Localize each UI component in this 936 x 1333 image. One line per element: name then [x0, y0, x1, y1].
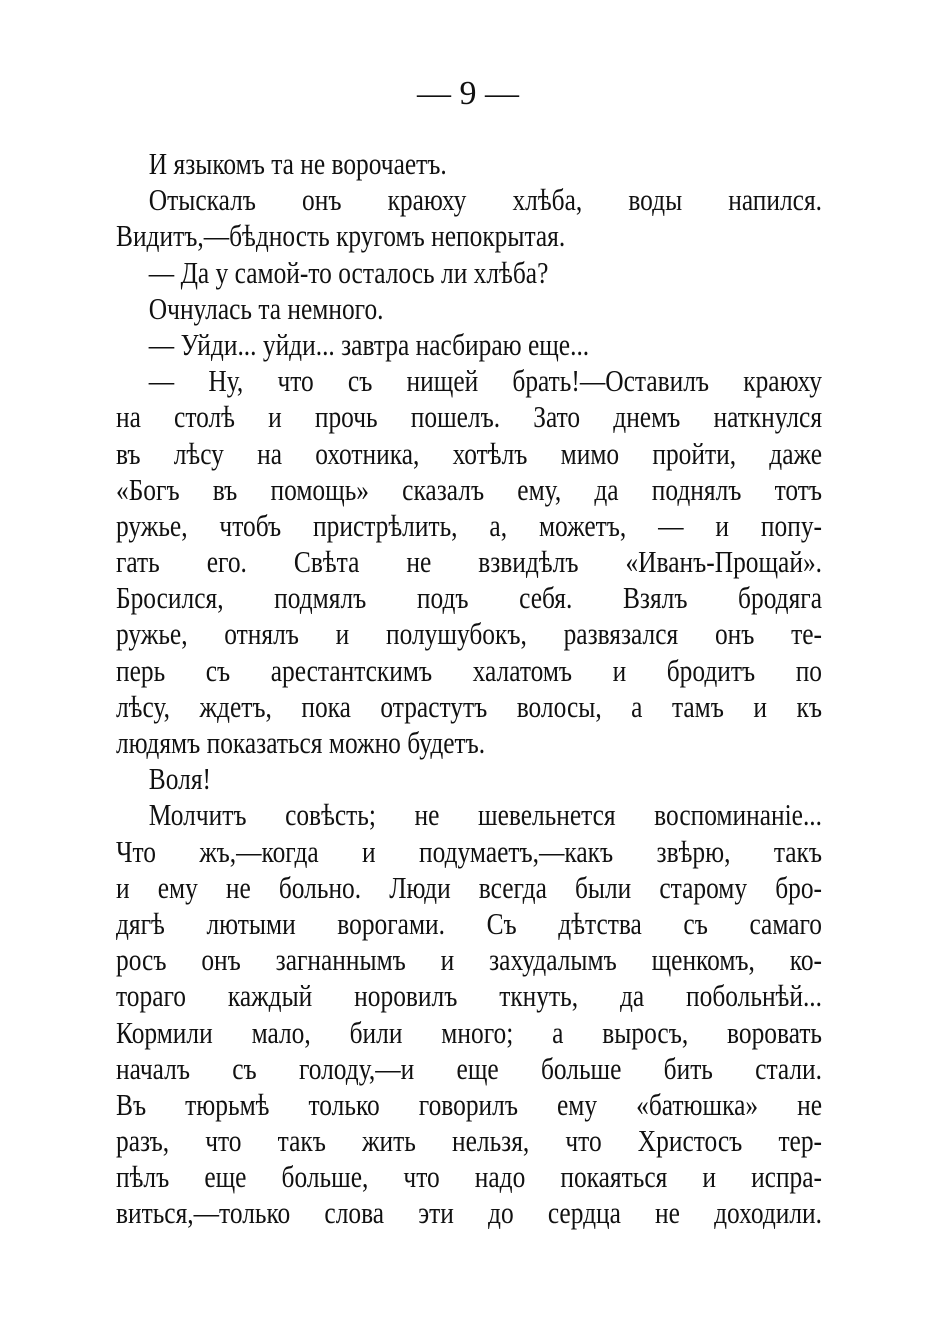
text-line: ружье, отнялъ и полушубокъ, развязался онъ те- — [116, 616, 823, 652]
text-line: Отыскалъ онъ краюху хлѣба, воды напился. — [148, 182, 823, 218]
text-line: и ему не больно. Люди всегда были старому бро- — [116, 869, 823, 905]
text-line: Кормили мало, били много; а выросъ, воровать — [116, 1014, 823, 1050]
page-number: — 9 — — [417, 75, 519, 112]
text-line: людямъ показаться можно будетъ. — [116, 725, 486, 760]
text-line: Видитъ,—бѣдность кругомъ непокрытая. — [116, 218, 566, 254]
text-line: гать его. Свѣта не взвидѣлъ «Иванъ-Прощай». — [116, 544, 823, 580]
text-line: Воля! — [148, 761, 211, 797]
text-line: Бросился, подмялъ подъ себя. Взялъ бродяга — [116, 580, 823, 616]
text-line: тораго каждый норовилъ ткнуть, да побольнѣй... — [116, 978, 823, 1014]
text-line: — Да у самой-то осталось ли хлѣба? — [148, 254, 549, 290]
text-line: ружье, чтобъ пристрѣлить, а, можетъ, — и попу- — [116, 507, 823, 543]
text-line: въ лѣсу на охотника, хотѣлъ мимо пройти, даже — [116, 435, 823, 471]
text-line: Молчитъ совѣсть; не шевельнется воспоминаніе... — [148, 797, 823, 833]
text-line: И языкомъ та не ворочаетъ. — [148, 146, 447, 181]
text-line: Что жъ,—когда и подумаетъ,—какъ звѣрю, такъ — [116, 833, 823, 869]
text-line: лѣсу, ждетъ, пока отрастутъ волосы, а тамъ и къ — [116, 688, 823, 724]
text-line: Въ тюрьмѣ только говорилъ ему «батюшка» не — [116, 1086, 823, 1122]
text-line: — Уйди... уйди... завтра насбираю еще... — [148, 326, 590, 362]
text-line: — Ну, что съ нищей брать!—Оставилъ краюху — [148, 363, 823, 399]
text-line: на столѣ и прочь пошелъ. Зато днемъ наткнулся — [116, 399, 823, 435]
text-line: разъ, что такъ жить нельзя, что Христосъ тер- — [116, 1123, 823, 1159]
body-text — [116, 146, 822, 1232]
text-line: пѣлъ еще больше, что надо покаяться и испра- — [116, 1159, 823, 1195]
text-line: росъ онъ загнаннымъ и захудалымъ щенкомъ, ко- — [116, 942, 823, 978]
text-line: виться,—только слова эти до сердца не доходили. — [116, 1195, 823, 1231]
text-line: Очнулась та немного. — [148, 290, 384, 326]
text-line: началъ съ голоду,—и еще больше бить стали. — [116, 1050, 823, 1086]
text-line: перь съ арестантскимъ халатомъ и бродитъ по — [116, 652, 823, 688]
text-line: дягѣ лютыми ворогами. Съ дѣтства съ самаго — [116, 905, 823, 941]
text-line: «Богъ въ помощь» сказалъ ему, да поднялъ тотъ — [116, 471, 823, 507]
